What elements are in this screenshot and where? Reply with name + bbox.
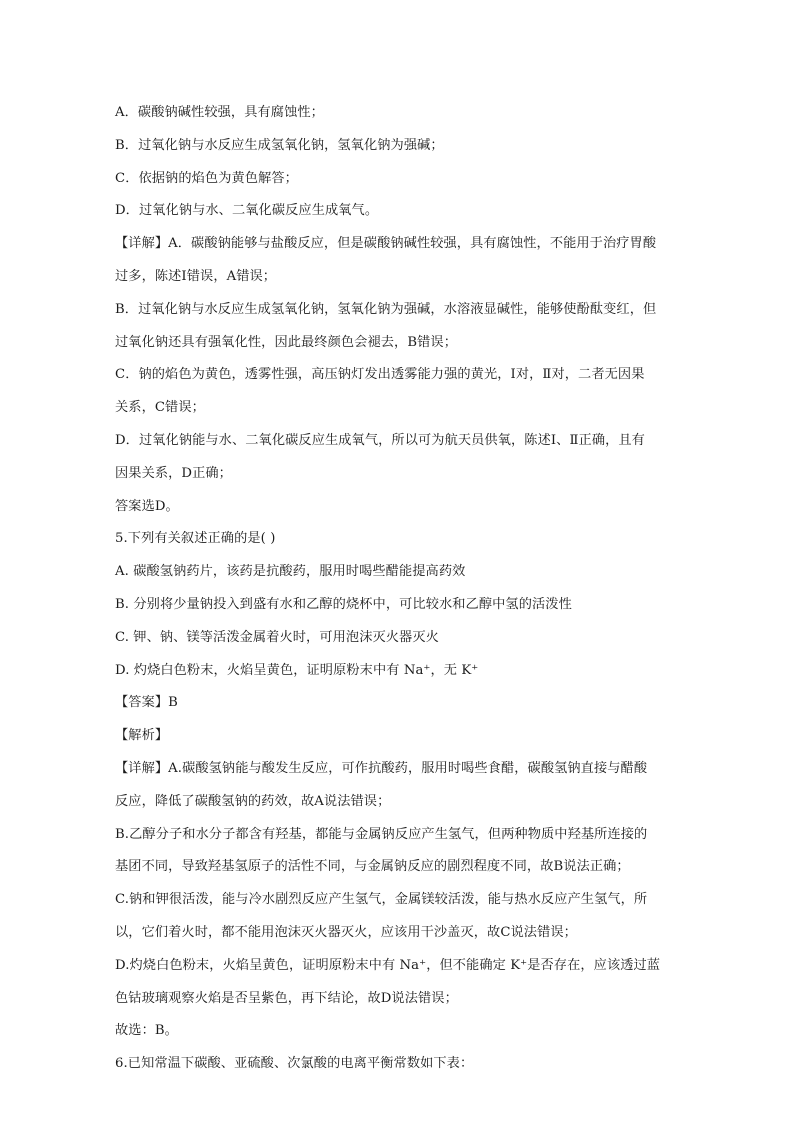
option-a-analysis: A．碳酸钠碱性较强，具有腐蚀性；	[115, 105, 324, 120]
q5-detail-b-line-1: B.乙醇分子和水分子都含有羟基，都能与金属钠反应产生氢气，但两种物质中羟基所连接的	[115, 826, 648, 842]
question-6-stem: 6.已知常温下碳酸、亚硫酸、次氯酸的电离平衡常数如下表：	[115, 1056, 474, 1072]
question-5-option-a: A. 碳酸氢钠药片，该药是抗酸药，服用时喝些醋能提高药效	[115, 564, 466, 580]
q5-detail-a-line-1: 【详解】A.碳酸氢钠能与酸发生反应，可作抗酸药，服用时喝些食醋，碳酸氢钠直接与醋酸	[115, 760, 648, 776]
answer-label: 【答案】B	[115, 695, 178, 711]
option-d-analysis: D．过氧化钠与水、二氧化碳反应生成氧气。	[115, 203, 379, 219]
answer-choice: 答案选D。	[115, 498, 179, 514]
detail-d-line-2: 因果关系，D正确；	[115, 465, 232, 481]
q5-detail-c-line-1: C.钠和钾很活泼，能与冷水剧烈反应产生氢气，金属镁较活泼，能与热水反应产生氢气，所	[115, 892, 648, 908]
question-5-option-b: B. 分别将少量钠投入到盛有水和乙醇的烧杯中，可比较水和乙醇中氢的活泼性	[115, 596, 572, 612]
page-content	[115, 103, 685, 1087]
detail-c-line-1: C．钠的焰色为黄色，透雾性强，高压钠灯发出透雾能力强的黄光，Ⅰ对，Ⅱ对，二者无因果	[115, 367, 645, 383]
option-c-analysis: C．依据钠的焰色为黄色解答；	[115, 170, 298, 186]
question-5-option-c: C. 钾、钠、镁等活泼金属着火时，可用泡沫灭火器灭火	[115, 629, 439, 645]
q5-detail-c-line-2: 以，它们着火时，都不能用泡沫灭火器灭火，应该用干沙盖灭，故C说法错误；	[115, 924, 577, 940]
detail-c-line-2: 关系，C错误；	[115, 400, 205, 416]
q5-conclusion: 故选：B。	[115, 1023, 178, 1039]
analysis-label: 【解析】	[115, 728, 169, 744]
q5-detail-d-line-2: 色钴玻璃观察火焰是否呈紫色，再下结论，故D说法错误；	[115, 990, 458, 1006]
question-5-option-d: D. 灼烧白色粉末，火焰呈黄色，证明原粉末中有 Na⁺，无 K⁺	[115, 662, 479, 678]
detail-a-line-1: 【详解】A．碳酸钠能够与盐酸反应，但是碳酸钠碱性较强，具有腐蚀性，不能用于治疗胃酸	[115, 236, 657, 252]
q5-detail-b-line-2: 基团不同，导致羟基氢原子的活性不同，与金属钠反应的剧烈程度不同，故B说法正确；	[115, 859, 630, 875]
option-b-analysis: B．过氧化钠与水反应生成氢氧化钠，氢氧化钠为强碱；	[115, 137, 444, 153]
detail-b-line-2: 过氧化钠还具有强氧化性，因此最终颜色会褪去，B错误；	[115, 334, 457, 350]
q5-detail-a-line-2: 反应，降低了碳酸氢钠的药效，故A说法错误；	[115, 793, 391, 809]
detail-a-line-2: 过多，陈述Ⅰ错误，A错误；	[115, 268, 277, 284]
question-5-stem: 5.下列有关叙述正确的是( )	[115, 531, 276, 547]
detail-b-line-1: B．过氧化钠与水反应生成氢氧化钠，氢氧化钠为强碱，水溶液显碱性，能够使酚酞变红，但	[115, 301, 657, 317]
q5-detail-d-line-1: D.灼烧白色粉末，火焰呈黄色，证明原粉末中有 Na⁺，但不能确定 K⁺是否存在，应该透过蓝	[115, 957, 661, 973]
detail-d-line-1: D．过氧化钠能与水、二氧化碳反应生成氧气，所以可为航天员供氧，陈述Ⅰ、Ⅱ正确，且有	[115, 432, 645, 448]
